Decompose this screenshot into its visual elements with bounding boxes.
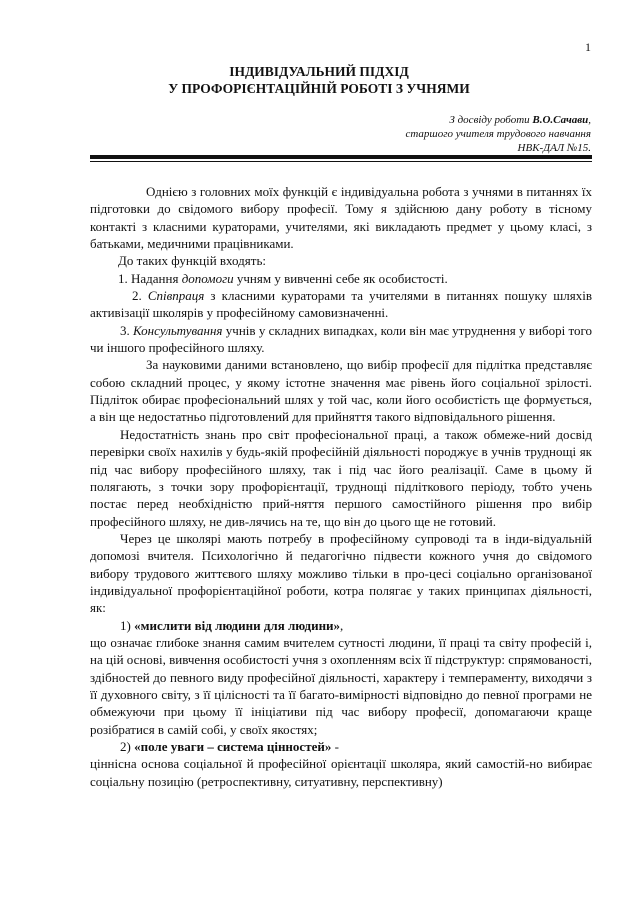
principle-2-description: ціннісна основа соціальної й професійної орієнтації школяра, який самостій-но вибирає соціальну позицію (ретроспективну, ситуативну, перспективну) bbox=[90, 756, 592, 789]
attribution-line-3: НВК-ДАЛ №15. bbox=[517, 142, 591, 154]
list-item-text: учням у вивченні себе як особистості. bbox=[233, 270, 448, 286]
paragraph-knowledge-gap: Недостатність знань про світ професіональної праці, а також обмеже-ний досвід перевірки своїх нахилів у будь-якій професійній діяльності породжує в учнів труднощі як під час вибору професійного шляху, так і під час його реалізації. Саме в цьому й полягають, з точки зору профорієнтації, труднощі підліткового періоду, тобто учень постає перед необхідністю прий-няття першого самостійного рішення про вибір професійного шляху, не див-лячись на те, що він до цього ще не готовий. bbox=[90, 426, 592, 529]
list-item-consulting bbox=[90, 322, 592, 357]
attribution-author: В.О.Сачави bbox=[532, 114, 589, 126]
list-item-text: 3. bbox=[120, 322, 134, 338]
principle-title: «мислити від людини для людини» bbox=[134, 617, 341, 633]
list-item-text: учнів у складних випадках, коли він має утруднення у виборі того чи іншого професійного шляху. bbox=[90, 322, 592, 356]
header-divider-thick bbox=[90, 155, 592, 159]
attribution-suffix: , bbox=[588, 114, 591, 126]
list-item-text: 1. Надання bbox=[118, 270, 182, 286]
list-item-emphasis: Співпраця bbox=[147, 288, 205, 304]
list-item-text: з класними кураторами та учителями в питаннях пошуку шляхів активізації школярів у професійному самовизначенні. bbox=[90, 288, 592, 321]
list-item-text: 2. bbox=[132, 288, 148, 304]
paragraph-intro: Однією з головних моїх функцій є індивідуальна робота з учнями в питаннях їх підготовки до свідомого вибору професії. Тому я здійснюю дану роботу в тісному контакті з класними кураторами, учителями, які викладають предмет у цьому класі, з батьками, медичними працівниками. bbox=[90, 184, 592, 252]
body-text bbox=[90, 183, 592, 790]
principle-number: 2) bbox=[120, 739, 135, 754]
list-item-cooperation bbox=[90, 287, 592, 322]
paragraph-scientific-data: За науковими даними встановлено, що вибір професії для підлітка представляє собою складний процес, у якому істотне значення має рівень його соціальної зрілості. Підліток обирає професіональний шлях у той час, коли його особистість ще формується, а він ще недостатньо підготовлений для прийняття такого відповідального рішення. bbox=[90, 357, 592, 425]
principle-1-description: що означає глибоке знання самим вчителем сутності людини, її праці та світу професій і, на цій основі, вивчення особистості учня з охопленням всіх її підструктур: спрямованості, здібностей до певного виду професійної діяльності, характеру і темпераменту, виходячи з її духовного світу, з її цілісності та її багато-вимірності відповідно до певної програми не обмежуючи при цьому її ініціативи під час вибору професії, допомагаючи краще розібратися в самій собі, у своїх якостях; bbox=[90, 634, 592, 737]
attribution-line-1 bbox=[449, 113, 591, 127]
paragraph-functions-lead: До таких функцій входять: bbox=[118, 253, 266, 269]
list-item-emphasis: допомоги bbox=[181, 270, 234, 286]
principle-1-heading bbox=[90, 617, 592, 634]
paragraph-support-needs: Через це школярі мають потребу в професійному супроводі та в інди-відуальній допомозі вчителя. Психологічно й педагогічно підвести кожного учня до свідомого вибору трудового життєвого шляху можливо тільки в про-цесі соціально організованої індивідуальної профорієнтаційної роботи, котра полягає у таких принципах діяльності, як: bbox=[90, 530, 592, 616]
list-item-help bbox=[90, 270, 592, 287]
title-line-2: У ПРОФОРІЄНТАЦІЙНІЙ РОБОТІ З УЧНЯМИ bbox=[168, 81, 470, 96]
principle-2-heading bbox=[90, 738, 592, 755]
attribution-line-2: старшого учителя трудового навчання bbox=[405, 128, 591, 140]
principle-punct: - bbox=[331, 739, 339, 754]
title-line-1: ІНДИВІДУАЛЬНИЙ ПІДХІД bbox=[229, 64, 409, 79]
list-item-emphasis: Консультування bbox=[133, 322, 223, 338]
principle-punct: , bbox=[340, 617, 344, 633]
principle-title: «поле уваги – система цінностей» bbox=[134, 739, 332, 754]
page-number: 1 bbox=[585, 40, 591, 54]
header-divider-thin bbox=[90, 161, 592, 162]
attribution-prefix: З досвіду роботи bbox=[449, 114, 533, 126]
principle-number: 1) bbox=[120, 617, 135, 633]
